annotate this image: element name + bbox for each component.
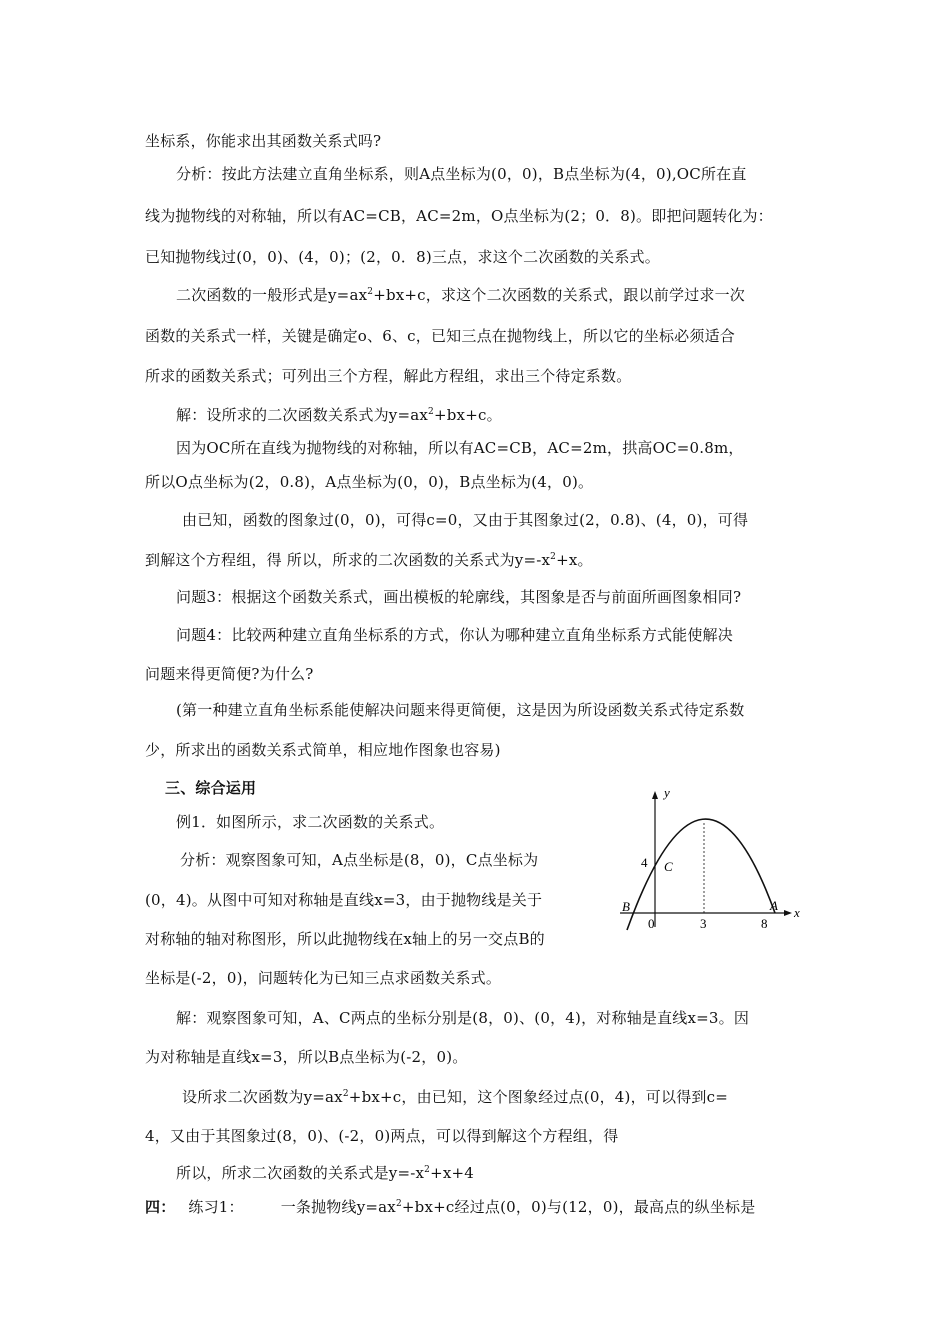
x-tick-label-3: 3: [700, 916, 707, 931]
text-line: 到解这个方程组，得 所以，所求的二次函数的关系式为$y=-x^2+x$。: [145, 551, 593, 569]
text-line: 所以，所求二次函数的关系式是$y=-x^2+x+4$: [176, 1164, 475, 1182]
text-line: 解：观察图象可知，A、C两点的坐标分别是(8，0)、(0，4)，对称轴是直线x=3。因: [176, 1009, 750, 1027]
text-line: 对称轴的轴对称图形，所以此抛物线在x轴上的另一交点B的: [145, 930, 545, 948]
text-line: 问题3：根据这个函数关系式，画出模板的轮廓线，其图象是否与前面所画图象相同?: [176, 588, 742, 606]
text-line: 线为抛物线的对称轴，所以有AC=CB，AC=2m，O点坐标为(2；0．8)。即把问题转化为：: [145, 207, 773, 225]
point-b-label: B: [622, 899, 630, 914]
text-line: 坐标是(-2，0)，问题转化为已知三点求函数关系式。: [145, 969, 502, 987]
x-axis-label: x: [794, 905, 800, 920]
point-c-label: C: [664, 859, 673, 874]
exercise-label: 练习1：: [188, 1198, 244, 1216]
text-line: 所求的函数关系式；可列出三个方程，解此方程组，求出三个待定系数。: [145, 367, 632, 385]
text-line: (0，4)。从图中可知对称轴是直线x=3，由于抛物线是关于: [145, 891, 543, 909]
y-tick-label: 4: [641, 855, 648, 870]
x-tick-label-8: 8: [761, 916, 768, 931]
text-line: 由已知，函数的图象过(0，0)，可得c=0，又由于其图象过(2，0.8)、(4，0)，可得: [182, 511, 749, 529]
text-line: 设所求二次函数为$y=ax^2+bx+c$，由已知，这个图象经过点(0，4)，可以得到c=: [182, 1088, 728, 1106]
text-line: 例1．如图所示，求二次函数的关系式。: [176, 813, 445, 831]
text-line: 分析：按此方法建立直角坐标系，则A点坐标为(0，0)，B点坐标为(4，0),OC所在直: [176, 165, 747, 183]
text-line: [145, 1197, 755, 1217]
text-line: 二次函数的一般形式是$y=ax^2+bx+c$，求这个二次函数的关系式，跟以前学过求一次: [176, 286, 745, 304]
text-line: 因为OC所在直线为抛物线的对称轴，所以有AC=CB，AC=2m，拱高OC=0.8m，: [176, 439, 744, 457]
x-axis-arrow: [784, 910, 792, 916]
text-line: 坐标系，你能求出其函数关系式吗?: [145, 132, 382, 150]
y-axis-arrow: [652, 791, 658, 799]
section-number: 四：: [145, 1198, 176, 1216]
parabola-figure: [612, 785, 812, 935]
exercise-text: 一条抛物线$y=ax^2+bx+c$经过点(0，0)与(12，0)，最高点的纵坐标是: [280, 1198, 756, 1216]
text-line: 为对称轴是直线x=3，所以B点坐标为(-2，0)。: [145, 1048, 468, 1066]
text-line: 问题4：比较两种建立直角坐标系的方式，你认为哪种建立直角坐标系方式能使解决: [176, 626, 733, 644]
text-line: 分析：观察图象可知，A点坐标是(8，0)，C点坐标为: [180, 851, 539, 869]
section-heading: 三、综合运用: [165, 779, 257, 797]
text-line: 解：设所求的二次函数关系式为$y=ax^2+bx+c$。: [176, 406, 502, 424]
origin-label: 0: [648, 916, 655, 931]
text-line: 4，又由于其图象过(8，0)、(-2，0)两点，可以得到解这个方程组，得: [145, 1127, 619, 1145]
text-line: (第一种建立直角坐标系能使解决问题来得更简便，这是因为所设函数关系式待定系数: [176, 701, 745, 719]
text-line: 所以O点坐标为(2，0.8)，A点坐标为(0，0)，B点坐标为(4，0)。: [145, 473, 594, 491]
point-a-label: A: [770, 898, 778, 913]
y-axis-label: y: [664, 785, 670, 800]
text-line: 问题来得更简便?为什么?: [145, 665, 314, 683]
text-line: 已知抛物线过(0，0)、(4，0)；(2，0．8)三点，求这个二次函数的关系式。: [145, 248, 660, 266]
text-line: 函数的关系式一样，关键是确定o、6、c，已知三点在抛物线上，所以它的坐标必须适合: [145, 327, 735, 345]
text-line: 少，所求出的函数关系式简单，相应地作图象也容易): [145, 741, 501, 759]
